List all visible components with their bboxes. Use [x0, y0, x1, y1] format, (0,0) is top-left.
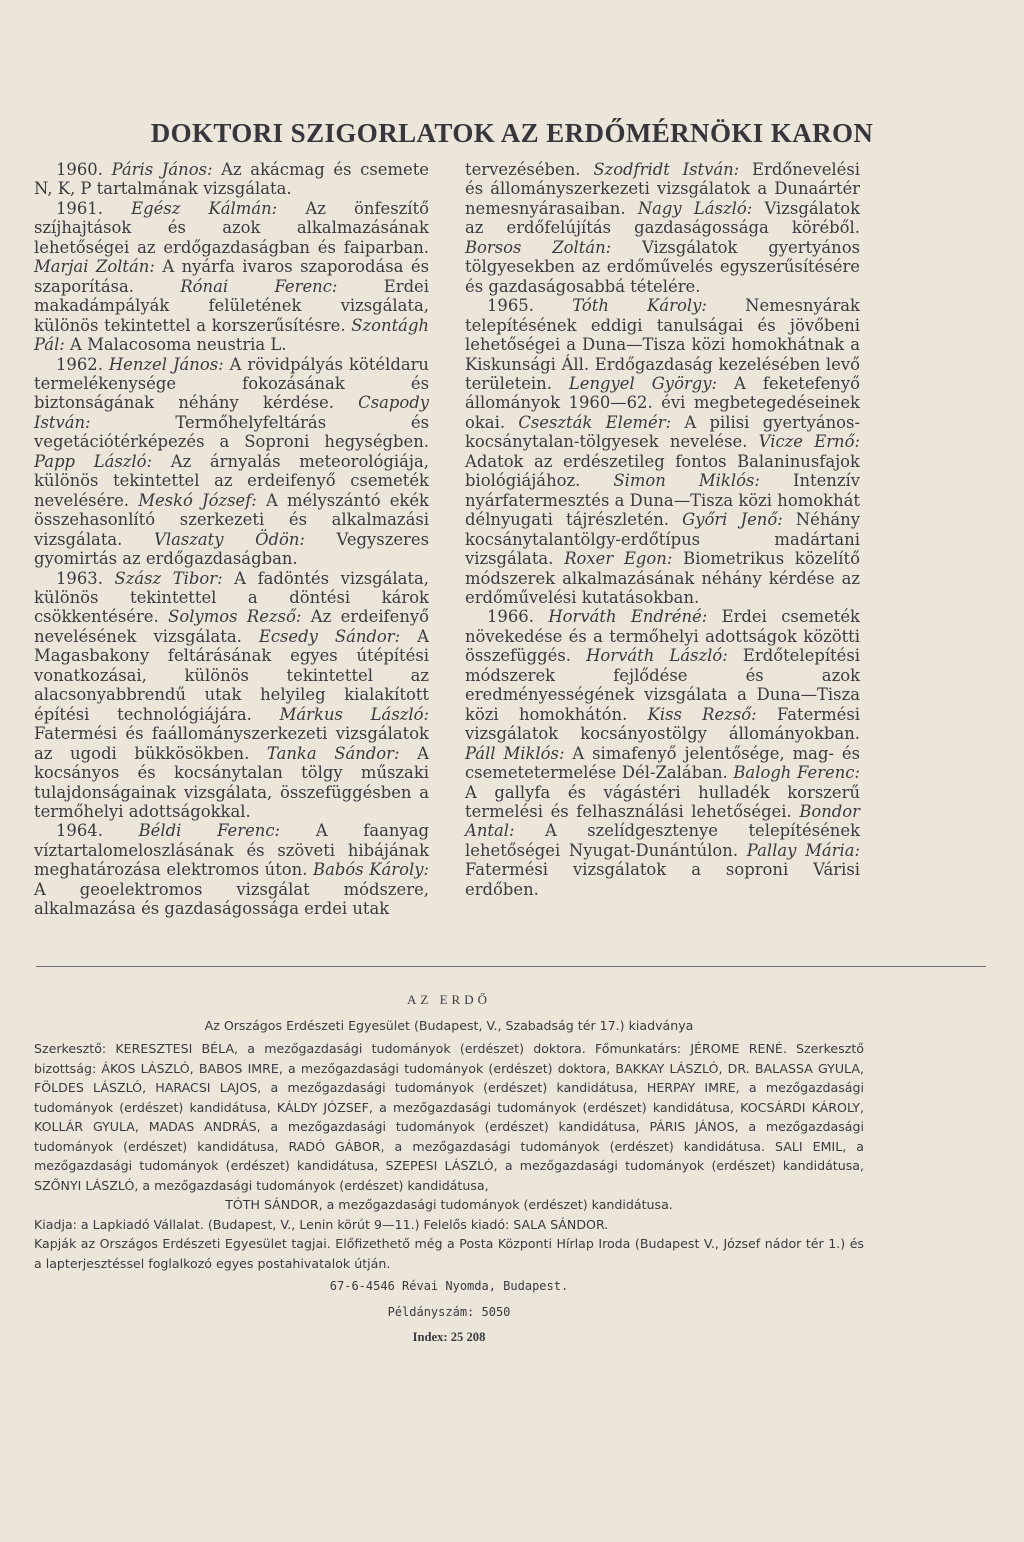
entry-text: Vegyszeres gyomirtás az erdőgazdaságban. — [34, 529, 430, 569]
entry-paragraph — [34, 199, 429, 355]
left-column — [34, 160, 429, 919]
author-name: Nagy László: — [637, 198, 753, 218]
entry-text: Vizsgálatok az erdőfelújítás gazdaságossága köréből. — [465, 198, 861, 238]
entry-text: A faanyag víztartalomeloszlásának és szöveti hibájának meghatározása elektromos úton. — [34, 821, 429, 880]
author-name: Henzel János: — [108, 354, 224, 374]
author-name: Egész Kálmán: — [131, 198, 278, 218]
entry-paragraph — [34, 821, 429, 918]
entry-text: tervezésében. — [465, 160, 594, 179]
author-name: Balogh Ferenc: — [733, 763, 860, 783]
entry-text: Nemesnyárak telepítésének eddigi tanulságai és jövőbeni lehetőségei a Duna—Tisza közi homokhátnak a Kiskunsági Áll. Erdőgazdaság kezelésében levő területein. — [465, 296, 860, 393]
author-name: Vicze Ernő: — [758, 432, 860, 452]
entry-text: A mélyszántó ekék összehasonlító szerkezeti és alkalmazási vizsgálata. — [34, 490, 429, 549]
entry-text: 1966. — [487, 607, 549, 627]
publisher-info: Kiadja: a Lapkiadó Vállalat. (Budapest, V., Lenin körút 9—11.) Felelős kiadó: SALA SÁNDOR. — [34, 1216, 609, 1232]
entry-paragraph — [34, 160, 429, 199]
entry-text: Erdőtelepítési módszerek fejlődése és azok eredményességének vizsgálata a Duna—Tisza közi homokhátón. — [465, 646, 860, 724]
entry-text: A Magasbakony feltárásának egyes útépítési vonatkozásai, különös tekintettel az alacsonyabbrendű utak helyileg kialakított építési technológiájára. — [34, 626, 429, 724]
author-name: Babós Károly: — [313, 860, 429, 880]
entry-text: Adatok az erdészetileg fontos Balaninusfajok biológiájához. — [465, 451, 860, 491]
copies-line: Példányszám: 5050 — [387, 1304, 511, 1319]
author-name: Papp László: — [34, 451, 153, 471]
entry-text: A simafenyő jelentősége, mag- és csemetetermelése Dél-Zalában. — [465, 743, 860, 783]
entry-text: 1963. — [56, 568, 115, 588]
journal-name: AZ ERDŐ — [407, 992, 491, 1007]
entry-text: Néhány kocsánytalantölgy-erdőtípus madártani vizsgálata. — [465, 510, 860, 569]
author-name: Vlaszaty Ödön: — [153, 529, 305, 549]
entry-paragraph — [465, 296, 860, 607]
entry-text: Intenzív nyárfatermesztés a Duna—Tisza közi homokhát délnyugati tájrészletén. — [465, 471, 860, 530]
entry-text: Az erdeifenyő nevelésének vizsgálata. — [34, 607, 430, 646]
author-name: Rónai Ferenc: — [180, 276, 338, 296]
entry-text: 1965. — [487, 296, 573, 316]
author-name: Szontágh Pál: — [34, 315, 429, 355]
entry-text: Vizsgálatok gyertyános tölgyesekben az erdőművelés egyszerűsítésére és gazdaságosabbá tételére. — [465, 237, 860, 296]
author-name: Borsos Zoltán: — [465, 237, 612, 257]
entry-text: A feketefenyő állományok 1960—62. évi megbetegedéseinek okai. — [465, 373, 860, 432]
entry-text: A rövidpályás kötéldaru termelékenysége fokozásának és biztonságának néhány kérdése. — [34, 354, 429, 413]
entry-text: Erdei makadámpályák felületének vizsgálata, különös tekintettel a korszerűsítésre. — [34, 276, 430, 335]
entry-text: A gallyfa és vágástéri hulladék korszerű termelési és felhasználási lehetőségei. — [465, 782, 860, 821]
entry-text: Biometrikus közelítő módszerek alkalmazásának néhány kérdése az erdőművelési kutatásokban. — [465, 549, 860, 607]
entry-text: Termőhelyfeltárás és vegetációtérképezés a Soproni hegységben. — [34, 412, 429, 452]
entry-text: 1960. — [56, 160, 112, 179]
entry-text: A szelídgesztenye telepítésének lehetőségei Nyugat-Dunántúlon. — [465, 821, 860, 860]
printer-line: 67-6-4546 Révai Nyomda, Budapest. — [329, 1279, 569, 1293]
entry-paragraph — [34, 355, 429, 569]
editorial-board-last: TÓTH SÁNDOR, a mezőgazdasági tudományok (erdészet) kandidátusa. — [225, 1197, 673, 1212]
entry-text: A Malacosoma neustria L. — [64, 335, 287, 355]
author-name: Tóth Károly: — [572, 296, 707, 316]
author-name: Kiss Rezső: — [647, 704, 757, 724]
author-name: Cseszták Elemér: — [518, 412, 672, 432]
entry-paragraph — [465, 607, 860, 899]
entry-text: Az akácmag és csemete N, K, P tartalmának vizsgálata. — [34, 160, 430, 199]
author-name: Roxer Egon: — [564, 549, 673, 569]
right-column — [465, 160, 860, 899]
author-name: Tanka Sándor: — [266, 743, 400, 763]
entry-text: Az önfeszítő szíjhajtások és azok alkalmazásának lehetőségei az erdőgazdaságban és faiparban. — [34, 198, 429, 257]
author-name: Meskó József: — [138, 490, 257, 510]
entry-text: A pilisi gyertyános-kocsánytalan-tölgyesek nevelése. — [465, 412, 860, 452]
entry-text: A fadöntés vizsgálata, különös tekintettel a döntési károk csökkentésére. — [34, 568, 429, 627]
author-name: Szász Tibor: — [114, 568, 223, 588]
divider-rule — [36, 966, 986, 967]
entry-text: Fatermési vizsgálatok kocsányostölgy állományokban. — [465, 704, 860, 744]
entry-paragraph — [465, 160, 860, 296]
author-name: Horváth László: — [586, 646, 728, 666]
author-name: Simon Miklós: — [613, 471, 760, 491]
entry-text: 1964. — [56, 821, 139, 841]
imprint — [34, 990, 864, 1348]
entry-text: 1962. — [56, 354, 109, 374]
page-title: DOKTORI SZIGORLATOK AZ ERDŐMÉRNÖKI KARON — [150, 118, 874, 148]
author-name: Ecsedy Sándor: — [258, 626, 401, 646]
author-name: Páll Miklós: — [465, 743, 565, 763]
editorial-board: Szerkesztő: KERESZTESI BÉLA, a mezőgazdasági tudományok (erdészet) doktora. Főmunkatárs: JÉROME RENÉ. Szerkesztő bizottság: ÁKOS LÁSZLÓ, BABOS IMRE, a mezőgazdasági tudományok (erdészet) doktora, BAKKAY LÁSZLÓ, DR. BALASSA GYULA, FÖLDES LÁSZLÓ, HARACSI LAJOS, a mezőgazdasági tudományok (erdészet) kandidátusa, HERPAY IMRE, a mezőgazdasági tudományok (erdészet) kandidátusa, KÁLDY JÓZSEF, a mezőgazdasági tudományok (erdészet) kandidátusa, KOCSÁRDI KÁROLY, KOLLÁR GYULA, MADAS ANDRÁS, a mezőgazdasági tudományok (erdészet) kandidátusa, PÁRIS JÁNOS, a mezőgazdasági tudományok (erdészet) kandidátusa, RADÓ GÁBOR, a mezőgazdasági tudományok (erdészet) kandidátusa. SALI EMIL, a mezőgazdasági tudományok (erdészet) kandidátusa, SZEPESI LÁSZLÓ, a mezőgazdasági tudományok (erdészet) kandidátusa, SZŐNYI LÁSZLÓ, a mezőgazdasági tudományok (erdészet) kandidátusa, — [34, 1041, 864, 1193]
entry-text: Az árnyalás meteorológiája, különös tekintettel az erdeifenyő csemeték nevelésére. — [34, 451, 429, 510]
entry-text: Fatermési vizsgálatok a soproni Várisi erdőben. — [465, 860, 860, 899]
author-name: Béldi Ferenc: — [138, 821, 281, 841]
index-line: Index: 25 208 — [412, 1330, 486, 1344]
author-name: Bondor Antal: — [465, 801, 860, 841]
entry-text: Erdőnevelési és állományszerkezeti vizsgálatok a Dunaártér nemesnyárasaiban. — [465, 160, 861, 218]
author-name: Solymos Rezső: — [168, 607, 302, 627]
entry-text: A kocsányos és kocsánytalan tölgy műszaki tulajdonságainak vizsgálata, összefüggésben a termőhelyi adottságokkal. — [34, 743, 429, 821]
entry-text: Fatermési és faállományszerkezeti vizsgálatok az ugodi bükkösökben. — [34, 724, 429, 763]
author-name: Lengyel György: — [568, 373, 718, 393]
author-name: Marjai Zoltán: — [34, 257, 155, 277]
author-name: Márkus László: — [279, 704, 430, 724]
entry-text: A nyárfa ivaros szaporodása és szaporítása. — [34, 257, 429, 296]
author-name: Páris János: — [111, 160, 213, 179]
entry-paragraph — [34, 569, 429, 822]
entry-text: Erdei csemeték növekedése és a termőhelyi adottságok közötti összefüggés. — [465, 607, 860, 666]
entry-text: A geoelektromos vizsgálat módszere, alkalmazása és gazdaságossága erdei utak — [34, 879, 429, 919]
entry-text: 1961. — [56, 198, 132, 218]
author-name: Szodfridt István: — [593, 160, 740, 179]
author-name: Győri Jenő: — [682, 510, 783, 530]
subscription-info: Kapják az Országos Erdészeti Egyesület tagjai. Előfizethető még a Posta Központi Hírlap Iroda (Budapest V., József nádor tér 1.) és a lapterjesztéssel foglalkozó egyes postahivatalok útján. — [34, 1236, 864, 1271]
publisher-line: Az Országos Erdészeti Egyesület (Budapest, V., Szabadság tér 17.) kiadványa — [204, 1017, 694, 1033]
author-name: Horváth Endréné: — [548, 607, 708, 627]
author-name: Pallay Mária: — [746, 840, 860, 860]
author-name: Csapody István: — [34, 393, 429, 432]
